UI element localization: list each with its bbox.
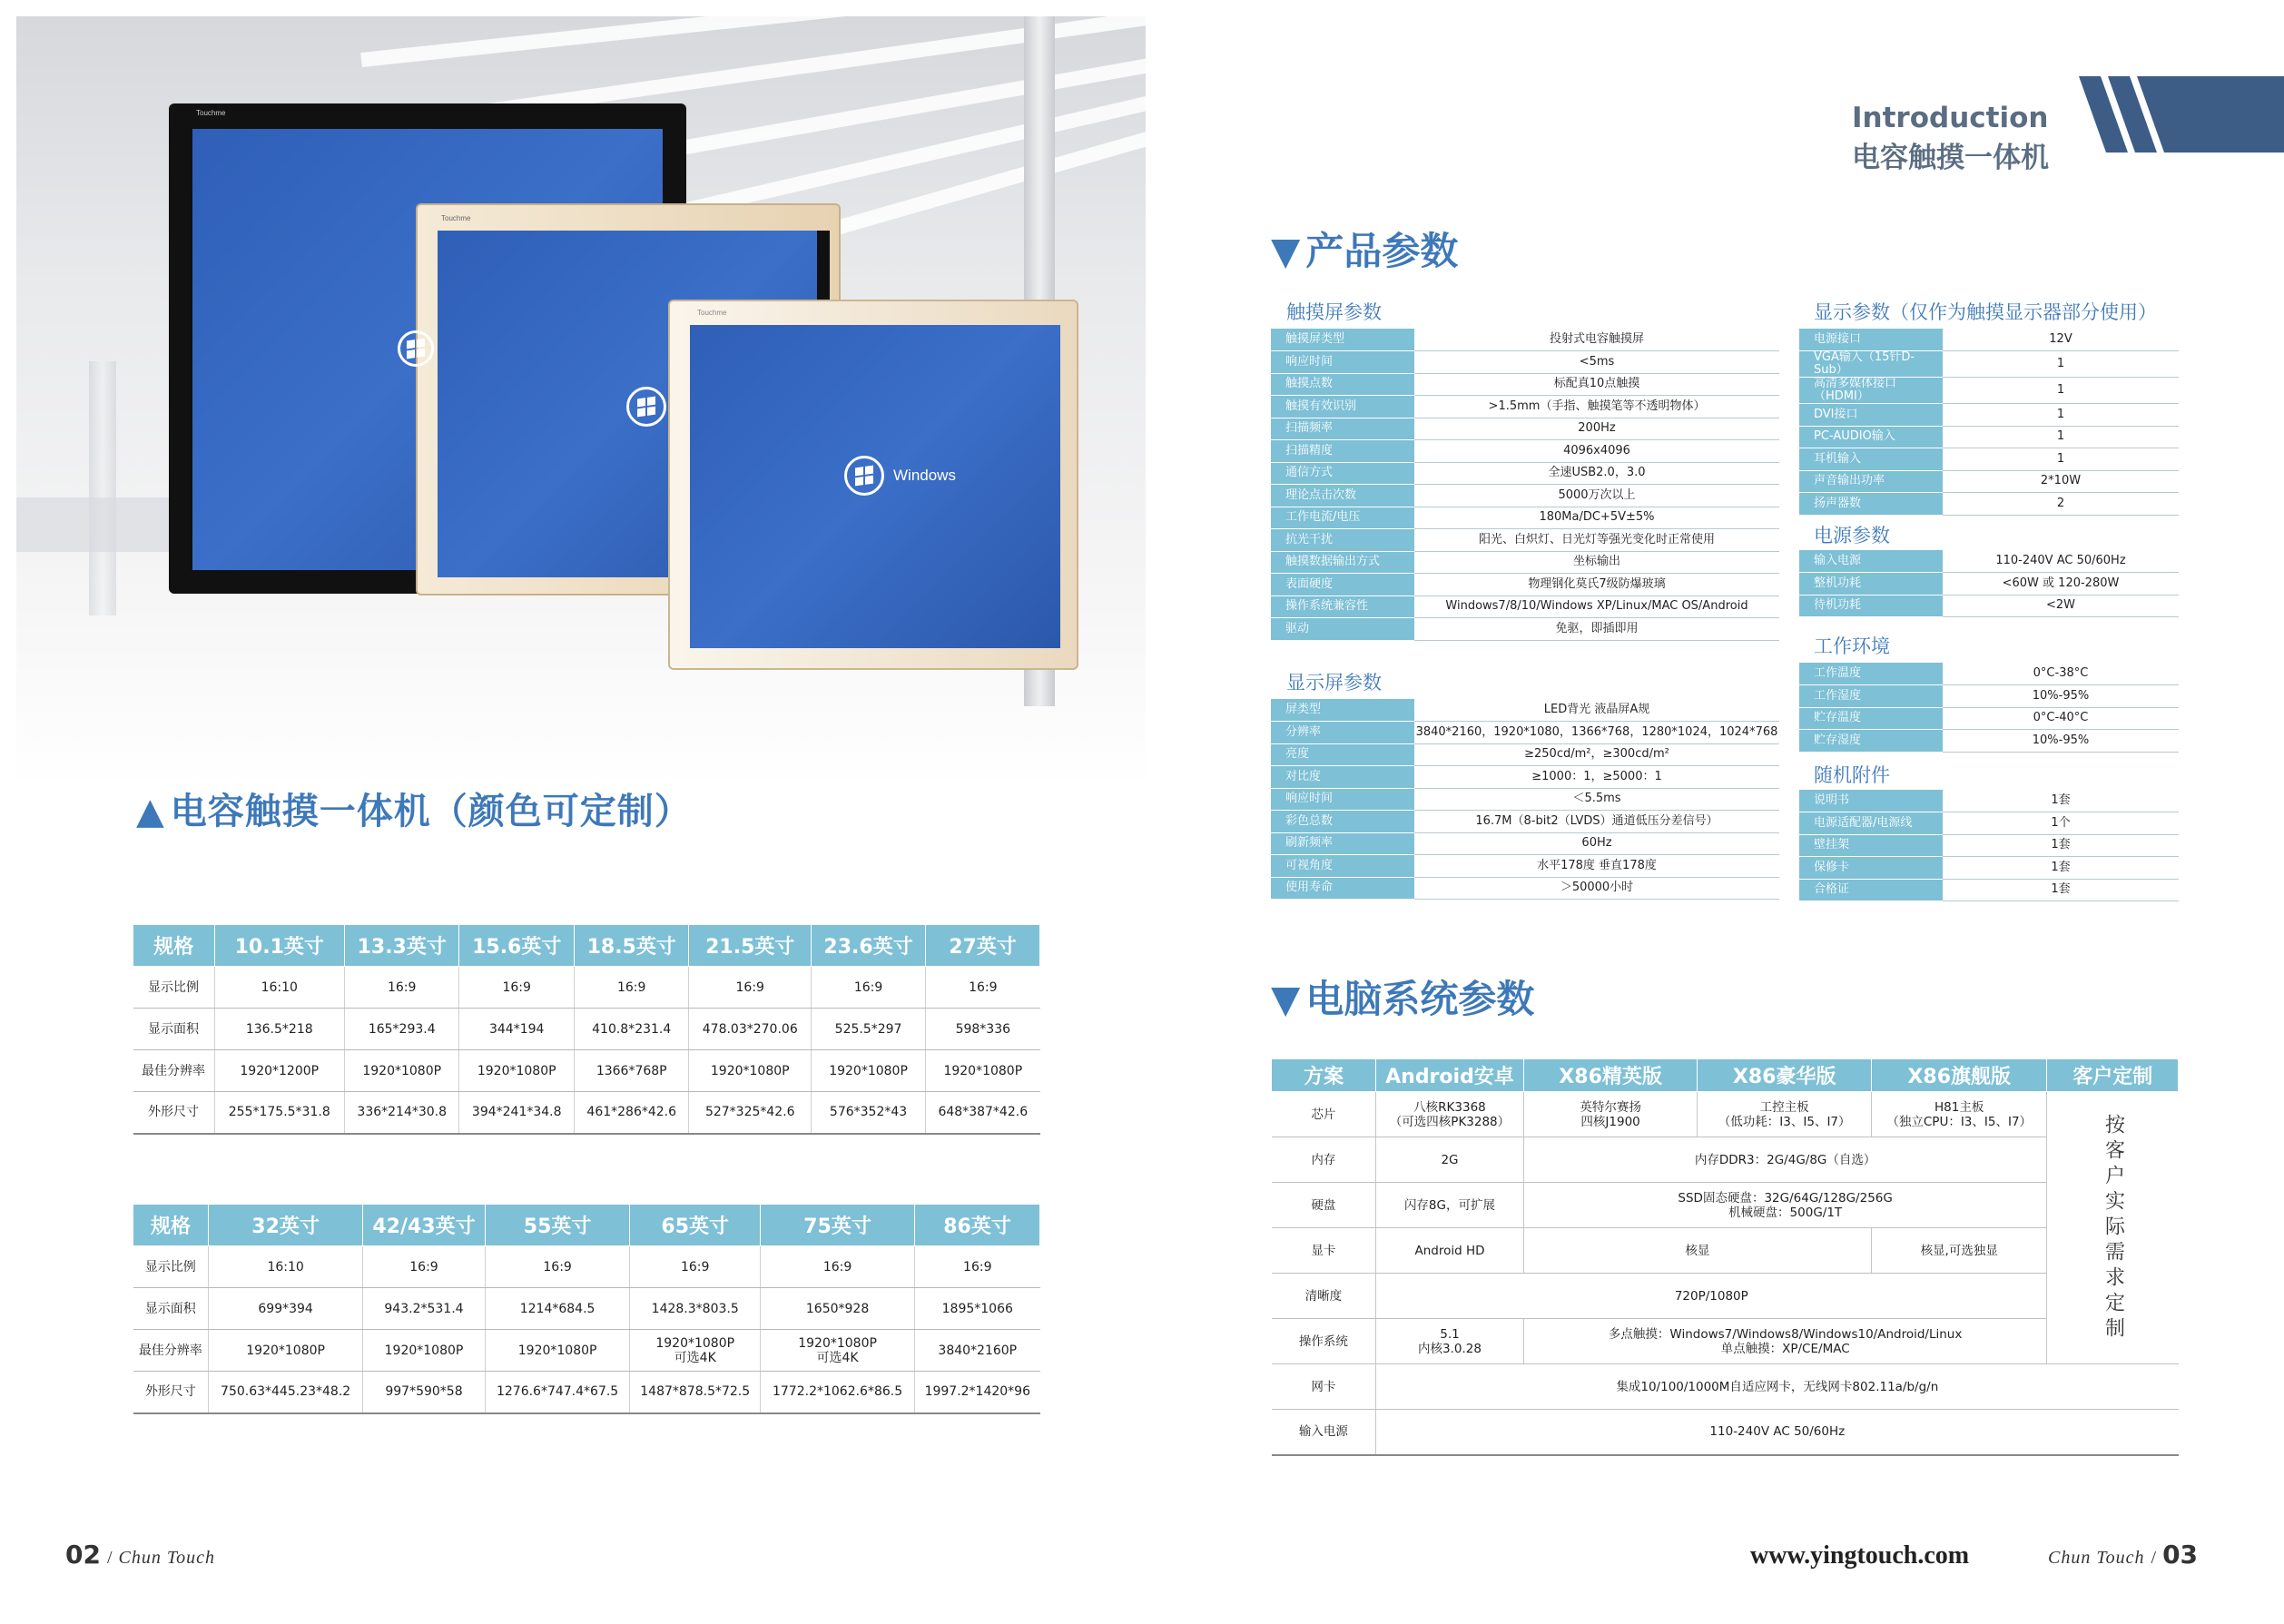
param-row [1799, 426, 2179, 448]
pc-params-title: ▼ 电脑系统参数 [1271, 977, 1535, 1021]
table-cell: 1920*1080P [344, 1050, 459, 1092]
param-value: 1套 [1943, 790, 2179, 812]
param-row [1271, 329, 1779, 351]
param-row [1271, 811, 1779, 833]
env-params-title: 工作环境 [1814, 635, 1890, 657]
param-row [1271, 832, 1779, 855]
pc-header-android: Android安卓 [1376, 1059, 1524, 1092]
param-value: 阳光、白炽灯、日光灯等强光变化时正常使用 [1414, 529, 1779, 552]
param-key: PC-AUDIO输入 [1799, 426, 1943, 448]
param-row [1799, 790, 2179, 812]
param-row [1799, 351, 2179, 378]
table-cell: 997*590*58 [363, 1372, 486, 1413]
table-cell: 943.2*531.4 [363, 1288, 486, 1330]
table-row [133, 1330, 1040, 1372]
table-cell: 集成10/100/1000M自适应网卡，无线网卡802.11a/b/g/n [1376, 1364, 2179, 1410]
param-value: ＞50000小时 [1414, 877, 1779, 900]
param-key: 抗光干扰 [1271, 529, 1414, 552]
param-row [1799, 573, 2179, 595]
footer-left [65, 1540, 215, 1570]
table-cell: 5.1 内核3.0.28 [1376, 1319, 1524, 1364]
table-cell: 410.8*231.4 [574, 1009, 689, 1050]
param-key: 工作电流/电压 [1271, 507, 1414, 529]
table-cell: 598*336 [926, 1009, 1040, 1050]
param-value: 2*10W [1943, 470, 2179, 493]
param-value: 1套 [1943, 834, 2179, 857]
param-row [1799, 812, 2179, 835]
param-row [1799, 404, 2179, 427]
size-header-row [133, 925, 1040, 967]
table-cell: 1214*684.5 [485, 1288, 629, 1330]
table-cell: 显示面积 [133, 1288, 209, 1330]
param-value: 标配真10点触摸 [1414, 373, 1779, 396]
table-cell: 750.63*445.23*48.2 [209, 1372, 363, 1413]
table-cell: 1895*1066 [915, 1288, 1040, 1330]
param-key: 对比度 [1271, 766, 1414, 789]
param-row [1271, 440, 1779, 463]
param-value: ≥1000：1，≥5000：1 [1414, 766, 1779, 789]
table-cell: Android HD [1376, 1228, 1524, 1274]
param-value: >1.5mm（手指、触摸笔等不透明物体） [1414, 396, 1779, 418]
table-cell: 1487*878.5*72.5 [630, 1372, 761, 1413]
param-value: 1 [1943, 378, 2179, 404]
param-row [1799, 550, 2179, 573]
pc-row-gpu [1272, 1228, 2179, 1274]
param-value: ＜5.5ms [1414, 788, 1779, 811]
param-key: 响应时间 [1271, 788, 1414, 811]
param-value: 1 [1943, 404, 2179, 427]
param-key: 响应时间 [1271, 351, 1414, 374]
param-key: 彩色总数 [1271, 811, 1414, 833]
env-params-table [1799, 663, 2179, 753]
param-key: 操作系统兼容性 [1271, 595, 1414, 618]
table-cell: 1920*1080P [485, 1330, 629, 1372]
table-cell: 16:9 [344, 967, 459, 1009]
display-params-table [1271, 699, 1779, 900]
param-row [1271, 418, 1779, 440]
pc-row-nic [1272, 1364, 2179, 1410]
param-row [1271, 699, 1779, 722]
param-key: DVI接口 [1799, 404, 1943, 427]
param-value: 1 [1943, 448, 2179, 471]
param-row [1271, 373, 1779, 396]
param-key: 扬声器数 [1799, 493, 1943, 516]
table-row [133, 1009, 1040, 1050]
power-params-title: 电源参数 [1814, 525, 1890, 546]
size-header-cell: 10.1英寸 [214, 925, 344, 967]
table-cell: 1920*1080P 可选4K [761, 1330, 915, 1372]
size-header-cell: 32英寸 [209, 1205, 363, 1246]
table-cell: 461*286*42.6 [574, 1092, 689, 1134]
table-cell: 1920*1080P [689, 1050, 812, 1092]
table-cell: 3840*2160P [915, 1330, 1040, 1372]
page-number-left: 02 [65, 1540, 101, 1570]
param-key: VGA输入（15针D-Sub） [1799, 351, 1943, 378]
pc-header-scheme: 方案 [1272, 1059, 1376, 1092]
footer-url[interactable]: www.yingtouch.com [1750, 1541, 1970, 1570]
pc-row-disk [1272, 1183, 2179, 1228]
param-value: 4096x4096 [1414, 440, 1779, 463]
pc-header-custom: 客户定制 [2047, 1059, 2179, 1092]
table-cell: 芯片 [1272, 1092, 1376, 1137]
table-cell: 内存 [1272, 1137, 1376, 1183]
param-key: 分辨率 [1271, 722, 1414, 744]
param-row [1799, 707, 2179, 730]
table-cell: 1650*928 [761, 1288, 915, 1330]
table-cell: 核显 [1523, 1228, 1871, 1274]
table-cell: 16:9 [363, 1246, 486, 1288]
table-cell: 110-240V AC 50/60Hz [1376, 1410, 2179, 1455]
param-row [1799, 857, 2179, 880]
table-cell: 16:9 [812, 967, 926, 1009]
touch-params-table [1271, 329, 1779, 641]
param-value: LED背光 液晶屏A规 [1414, 699, 1779, 722]
param-key: 工作湿度 [1799, 685, 1943, 708]
param-key: 说明书 [1799, 790, 1943, 812]
table-cell: 1276.6*747.4*67.5 [485, 1372, 629, 1413]
param-row [1271, 743, 1779, 766]
param-key: 待机功耗 [1799, 595, 1943, 617]
intro-cn: 电容触摸一体机 [1852, 142, 2049, 174]
param-value: 免驱，即插即用 [1414, 618, 1779, 641]
param-key: 壁挂架 [1799, 834, 1943, 857]
table-cell: 1920*1080P [926, 1050, 1040, 1092]
param-key: 扫描精度 [1271, 440, 1414, 463]
param-row [1799, 448, 2179, 471]
table-cell: 16:10 [209, 1246, 363, 1288]
param-key: 触摸数据输出方式 [1271, 551, 1414, 574]
table-cell: 255*175.5*31.8 [214, 1092, 344, 1134]
param-row [1799, 470, 2179, 493]
size-header-cell: 18.5英寸 [574, 925, 689, 967]
param-key: 触摸点数 [1271, 373, 1414, 396]
table-cell: 16:9 [485, 1246, 629, 1288]
table-cell: 多点触摸：Windows7/Windows8/Windows10/Android/Linux 单点触摸：XP/CE/MAC [1523, 1319, 2047, 1364]
param-key: 理论点击次数 [1271, 485, 1414, 507]
param-value: 0°C-38°C [1943, 663, 2179, 685]
param-value: <2W [1943, 595, 2179, 617]
table-row [133, 1050, 1040, 1092]
custom-note [2047, 1092, 2179, 1364]
param-value: <60W 或 120-280W [1943, 573, 2179, 595]
table-cell: 336*214*30.8 [344, 1092, 459, 1134]
param-row [1799, 834, 2179, 857]
intro-logo [1852, 102, 2279, 174]
table-cell: 操作系统 [1272, 1319, 1376, 1364]
pc-header-x86-flagship: X86旗舰版 [1871, 1059, 2047, 1092]
footer-right [2048, 1540, 2198, 1570]
footer-brand-left: Chun Touch [118, 1548, 216, 1568]
size-header-cell: 65英寸 [630, 1205, 761, 1246]
param-value: 110-240V AC 50/60Hz [1943, 550, 2179, 573]
param-row [1799, 685, 2179, 708]
param-value: 1个 [1943, 812, 2179, 835]
table-cell: 16:9 [915, 1246, 1040, 1288]
table-cell: 344*194 [459, 1009, 575, 1050]
pc-header-row [1272, 1059, 2179, 1092]
param-key: 可视角度 [1271, 855, 1414, 878]
intro-en: Introduction [1852, 102, 2049, 134]
table-cell: 16:9 [926, 967, 1040, 1009]
param-key: 触摸屏类型 [1271, 329, 1414, 351]
table-cell: 1920*1080P 可选4K [630, 1330, 761, 1372]
table-cell: 1920*1200P [214, 1050, 344, 1092]
param-value: 10%-95% [1943, 730, 2179, 753]
table-cell: 1920*1080P [459, 1050, 575, 1092]
param-value: 1套 [1943, 879, 2179, 901]
param-key: 保修卡 [1799, 857, 1943, 880]
size-header-cell: 27英寸 [926, 925, 1040, 967]
hero-image [16, 16, 1146, 788]
table-cell: 576*352*43 [812, 1092, 926, 1134]
table-cell: 136.5*218 [214, 1009, 344, 1050]
left-section-title: ▲ 电容触摸一体机（颜色可定制） [136, 791, 692, 832]
param-key: 亮度 [1271, 743, 1414, 766]
table-cell: 527*325*42.6 [689, 1092, 812, 1134]
table-cell: 网卡 [1272, 1364, 1376, 1410]
table-cell: 外形尺寸 [133, 1372, 209, 1413]
param-key: 电源适配器/电源线 [1799, 812, 1943, 835]
table-cell: 1772.2*1062.6*86.5 [761, 1372, 915, 1413]
footer-brand-right: Chun Touch [2048, 1548, 2145, 1568]
size-header-cell: 规格 [133, 925, 215, 967]
param-value: 3840*2160，1920*1080，1366*768，1280*1024，1024*768 [1414, 722, 1779, 744]
brand-label: Touchme [196, 109, 226, 117]
param-key: 输入电源 [1799, 550, 1943, 573]
footer-sep-left: / [106, 1548, 113, 1568]
param-key: 扫描频率 [1271, 418, 1414, 440]
table-cell: 外形尺寸 [133, 1092, 215, 1134]
param-value: 16.7M（8-bit2（LVDS）通道低压分差信号） [1414, 811, 1779, 833]
pc-row-clarity [1272, 1274, 2179, 1319]
param-row [1271, 722, 1779, 744]
monitor-small [668, 300, 1078, 670]
table-cell: 输入电源 [1272, 1410, 1376, 1455]
table-cell: 16:9 [574, 967, 689, 1009]
table-cell: 16:10 [214, 967, 344, 1009]
param-row [1799, 595, 2179, 617]
table-cell: 2G [1376, 1137, 1524, 1183]
table-cell: 720P/1080P [1376, 1274, 2047, 1319]
param-key: 工作温度 [1799, 663, 1943, 685]
param-value: 5000万次以上 [1414, 485, 1779, 507]
table-cell: 闪存8G，可扩展 [1376, 1183, 1524, 1228]
param-row [1271, 788, 1779, 811]
display-params-title: 显示屏参数 [1286, 672, 1382, 694]
table-cell: SSD固态硬盘：32G/64G/128G/256G 机械硬盘：500G/1T [1523, 1183, 2047, 1228]
param-key: 高清多媒体接口（HDMI） [1799, 378, 1943, 404]
table-cell: 工控主板 （低功耗：I3、I5、I7） [1698, 1092, 1872, 1137]
param-value: <5ms [1414, 351, 1779, 374]
table-cell: 1428.3*803.5 [630, 1288, 761, 1330]
windows-logo-large [398, 330, 434, 367]
table-row [133, 1092, 1040, 1134]
table-cell: 显示比例 [133, 1246, 209, 1288]
size-header-cell: 21.5英寸 [689, 925, 812, 967]
acc-params-title: 随机附件 [1814, 764, 1890, 786]
param-row [1271, 507, 1779, 529]
param-row [1271, 618, 1779, 641]
table-cell: 内存DDR3：2G/4G/8G（自选） [1523, 1137, 2047, 1183]
param-value: 2 [1943, 493, 2179, 516]
table-cell: 最佳分辨率 [133, 1050, 215, 1092]
table-row [133, 967, 1040, 1009]
display-io-table [1799, 329, 2179, 516]
param-value: 投射式电容触摸屏 [1414, 329, 1779, 351]
table-cell: 16:9 [689, 967, 812, 1009]
touch-params-title: 触摸屏参数 [1286, 301, 1382, 323]
param-value: 180Ma/DC+5V±5% [1414, 507, 1779, 529]
param-row [1271, 595, 1779, 618]
param-row [1271, 551, 1779, 574]
param-row [1271, 855, 1779, 878]
table-cell: 核显,可选独显 [1871, 1228, 2047, 1274]
brand-label-2: Touchme [441, 214, 471, 222]
table-cell: 525.5*297 [812, 1009, 926, 1050]
param-value: 坐标输出 [1414, 551, 1779, 574]
table-cell: 最佳分辨率 [133, 1330, 209, 1372]
pc-header-x86-elite: X86精英版 [1523, 1059, 1698, 1092]
footer-sep-right: / [2151, 1548, 2157, 1568]
param-row [1799, 329, 2179, 351]
table-cell: 英特尔赛扬 四核J1900 [1523, 1092, 1698, 1137]
param-value: 12V [1943, 329, 2179, 351]
size-header-cell: 42/43英寸 [363, 1205, 486, 1246]
param-value: 水平178度 垂直178度 [1414, 855, 1779, 878]
size-header-cell: 23.6英寸 [812, 925, 926, 967]
size-table-1 [133, 924, 1040, 1135]
table-row [133, 1372, 1040, 1413]
param-value: Windows7/8/10/Windows XP/Linux/MAC OS/Android [1414, 595, 1779, 618]
param-key: 驱动 [1271, 618, 1414, 641]
table-cell: 16:9 [630, 1246, 761, 1288]
table-cell: 1997.2*1420*96 [915, 1372, 1040, 1413]
param-row [1799, 493, 2179, 516]
param-row [1799, 730, 2179, 753]
param-value: 10%-95% [1943, 685, 2179, 708]
param-key: 屏类型 [1271, 699, 1414, 722]
custom-note-text: 按客户实际需求定制 [2102, 1113, 2125, 1343]
param-row [1799, 663, 2179, 685]
param-value: ≥250cd/m²，≥300cd/m² [1414, 743, 1779, 766]
size-header-cell: 86英寸 [915, 1205, 1040, 1246]
acc-params-table [1799, 790, 2179, 901]
pc-row-os [1272, 1319, 2179, 1364]
table-row [133, 1246, 1040, 1288]
power-params-table [1799, 550, 2179, 617]
param-value: 物理钢化莫氏7级防爆玻璃 [1414, 574, 1779, 596]
pc-params-table [1271, 1058, 2179, 1456]
size-header-cell: 55英寸 [485, 1205, 629, 1246]
param-value: 60Hz [1414, 832, 1779, 855]
size-header-row [133, 1205, 1040, 1246]
table-cell: 显卡 [1272, 1228, 1376, 1274]
size-header-cell: 规格 [133, 1205, 209, 1246]
param-row [1271, 396, 1779, 418]
table-cell: 1920*1080P [363, 1330, 486, 1372]
table-cell: 699*394 [209, 1288, 363, 1330]
param-key: 耳机输入 [1799, 448, 1943, 471]
param-key: 声音输出功率 [1799, 470, 1943, 493]
param-row [1271, 485, 1779, 507]
param-row [1799, 378, 2179, 404]
param-key: 贮存湿度 [1799, 730, 1943, 753]
size-header-cell: 75英寸 [761, 1205, 915, 1246]
table-cell: 165*293.4 [344, 1009, 459, 1050]
table-cell: H81主板 （独立CPU：I3、I5、I7） [1871, 1092, 2047, 1137]
param-key: 通信方式 [1271, 462, 1414, 485]
product-params-title: ▼ 产品参数 [1271, 229, 1459, 273]
triangle-up-icon: ▲ [136, 791, 165, 832]
param-row [1799, 879, 2179, 901]
triangle-down-icon: ▼ [1271, 229, 1301, 273]
param-value: 200Hz [1414, 418, 1779, 440]
table-row [133, 1288, 1040, 1330]
param-row [1271, 351, 1779, 374]
pc-header-x86-deluxe: X86豪华版 [1698, 1059, 1872, 1092]
page-number-right: 03 [2162, 1540, 2199, 1570]
display-io-title: 显示参数（仅作为触摸显示器部分使用） [1814, 301, 2157, 323]
param-key: 触摸有效识别 [1271, 396, 1414, 418]
param-key: 整机功耗 [1799, 573, 1943, 595]
table-cell: 1920*1080P [209, 1330, 363, 1372]
size-header-cell: 15.6英寸 [459, 925, 575, 967]
param-row [1271, 877, 1779, 900]
param-value: 1 [1943, 426, 2179, 448]
table-cell: 1366*768P [574, 1050, 689, 1092]
param-row [1271, 462, 1779, 485]
table-cell: 16:9 [459, 967, 575, 1009]
param-value: 1套 [1943, 857, 2179, 880]
param-value: 全速USB2.0，3.0 [1414, 462, 1779, 485]
windows-logo-small: Windows [844, 456, 956, 496]
table-cell: 16:9 [761, 1246, 915, 1288]
triangle-down-icon-2: ▼ [1271, 977, 1301, 1021]
table-cell: 八核RK3368 （可选四核PK3288） [1376, 1092, 1524, 1137]
param-row [1271, 574, 1779, 596]
param-row [1271, 529, 1779, 552]
table-cell: 显示比例 [133, 967, 215, 1009]
pc-row-power [1272, 1410, 2179, 1455]
table-cell: 清晰度 [1272, 1274, 1376, 1319]
param-key: 电源接口 [1799, 329, 1943, 351]
param-key: 贮存温度 [1799, 707, 1943, 730]
pc-row-memory [1272, 1137, 2179, 1183]
stripes-icon [2070, 76, 2284, 153]
size-table-2 [133, 1204, 1040, 1414]
param-key: 使用寿命 [1271, 877, 1414, 900]
table-cell: 硬盘 [1272, 1183, 1376, 1228]
param-key: 表面硬度 [1271, 574, 1414, 596]
size-header-cell: 13.3英寸 [344, 925, 459, 967]
table-cell: 1920*1080P [812, 1050, 926, 1092]
pc-row-chip [1272, 1092, 2179, 1137]
param-value: 1 [1943, 351, 2179, 378]
table-cell: 显示面积 [133, 1009, 215, 1050]
param-row [1271, 766, 1779, 789]
brand-label-3: Touchme [697, 309, 727, 317]
param-key: 刷新频率 [1271, 832, 1414, 855]
param-key: 合格证 [1799, 879, 1943, 901]
table-cell: 394*241*34.8 [459, 1092, 575, 1134]
param-value: 0°C-40°C [1943, 707, 2179, 730]
table-cell: 648*387*42.6 [926, 1092, 1040, 1134]
table-cell: 478.03*270.06 [689, 1009, 812, 1050]
